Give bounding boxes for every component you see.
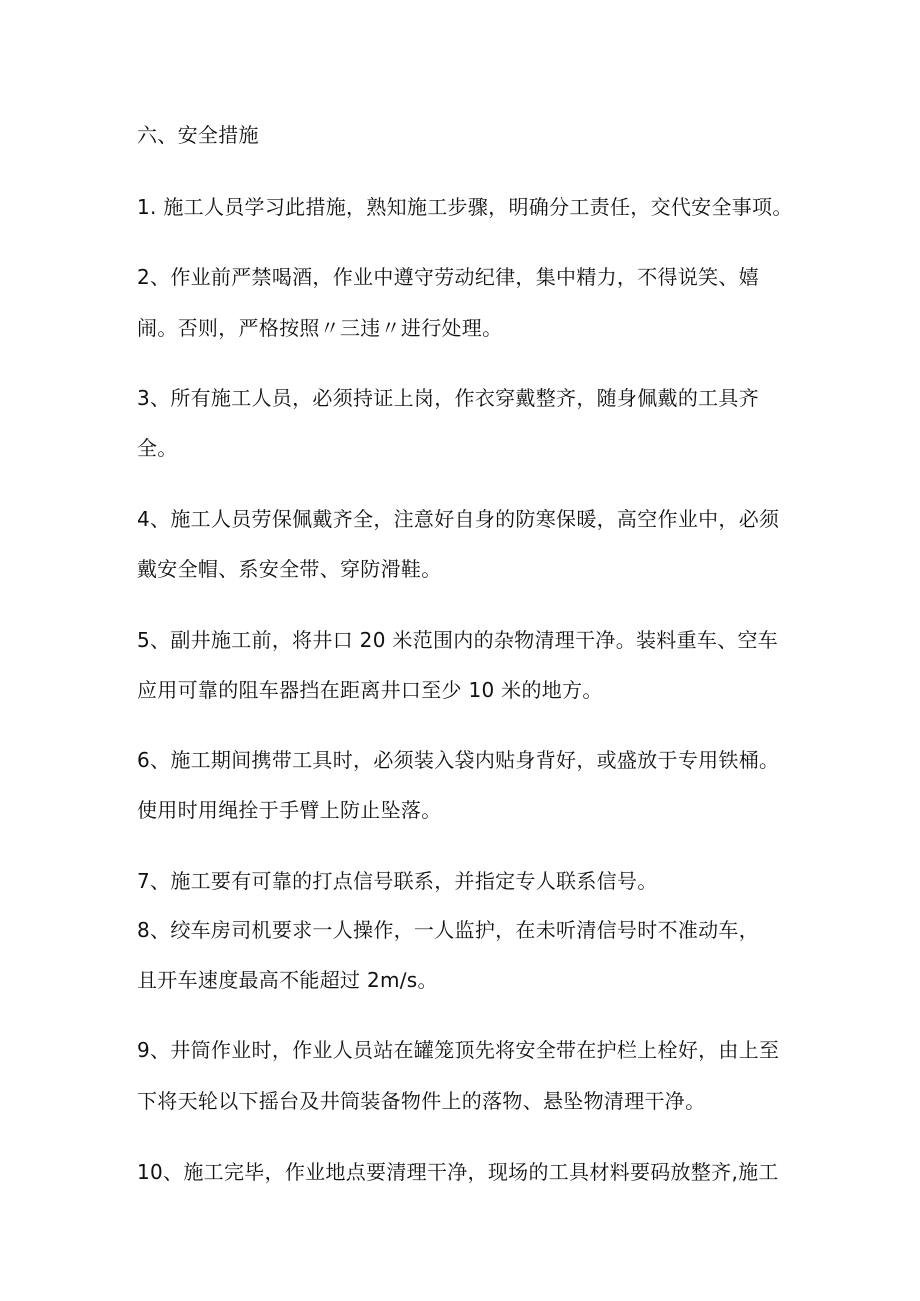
item-6-line-2: 使用时用绳拴于手臂上防止坠落。 (137, 798, 442, 822)
item-5-line-2: 应用可靠的阻车器挡在距离井口至少 10 米的地方。 (137, 678, 603, 702)
item-8-line-1: 8、绞车房司机要求一人操作，一人监护，在未听清信号时不准动车， (137, 918, 760, 942)
item-9-line-1: 9、井筒作业时，作业人员站在罐笼顶先将安全带在护栏上栓好，由上至 (137, 1038, 780, 1062)
item-2-line-2: 闹。否则，严格按照〃三违〃进行处理。 (137, 316, 503, 340)
item-3-line-2: 全。 (137, 436, 178, 460)
item-7-line-1: 7、施工要有可靠的打点信号联系，并指定专人联系信号。 (137, 869, 658, 893)
item-2-line-1: 2、作业前严禁喝酒，作业中遵守劳动纪律，集中精力，不得说笑、嬉 (137, 265, 760, 289)
item-9-line-2: 下将天轮以下摇台及井筒装备物件上的落物、悬坠物清理干净。 (137, 1089, 706, 1113)
item-4-line-1: 4、施工人员劳保佩戴齐全，注意好自身的防寒保暖，高空作业中，必须 (137, 507, 780, 531)
item-10-line-1: 10、施工完毕，作业地点要清理干净，现场的工具材料要码放整齐,施工 (137, 1160, 779, 1184)
section-title: 六、安全措施 (137, 123, 259, 147)
item-8-line-2: 且开车速度最高不能超过 2m∕s。 (137, 968, 438, 992)
item-6-line-1: 6、施工期间携带工具时，必须装入袋内贴身背好，或盛放于专用铁桶。 (137, 748, 780, 772)
item-4-line-2: 戴安全帽、系安全带、穿防滑鞋。 (137, 557, 442, 581)
item-3-line-1: 3、所有施工人员，必须持证上岗，作衣穿戴整齐，随身佩戴的工具齐 (137, 386, 760, 410)
item-5-line-1: 5、副井施工前，将井口 20 米范围内的杂物清理干净。装料重车、空车 (137, 628, 779, 652)
item-1-line-1: 1. 施工人员学习此措施，熟知施工步骤，明确分工责任，交代安全事项。 (137, 195, 793, 219)
